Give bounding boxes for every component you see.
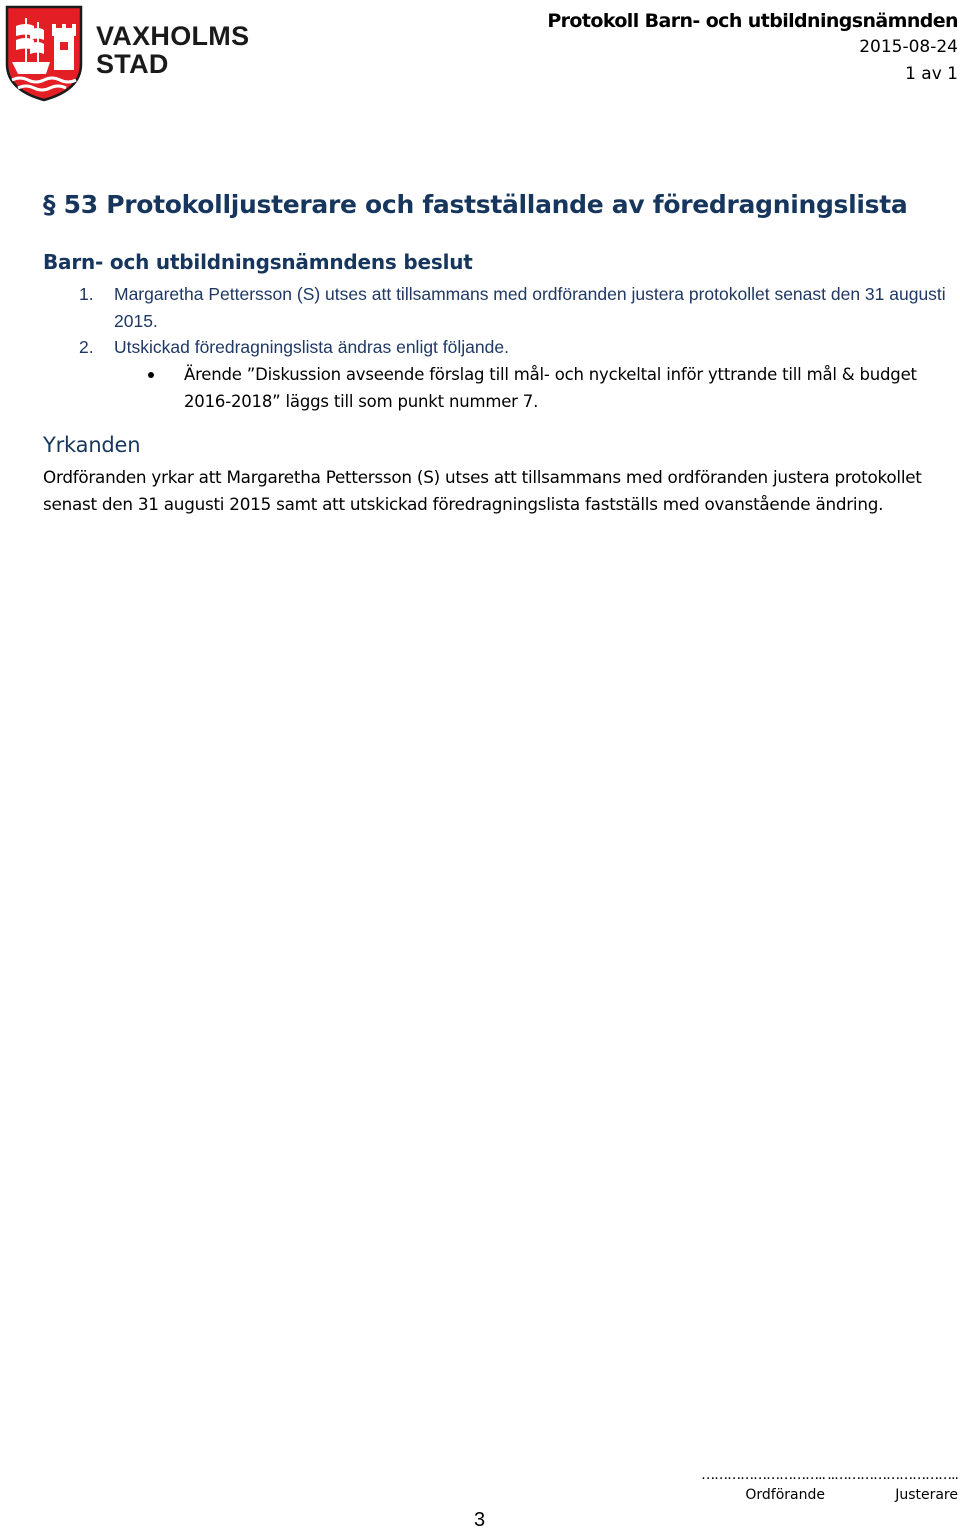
list-item-number: 2.: [79, 337, 94, 357]
list-item-text: Utskickad föredragningslista ändras enligt följande.: [114, 337, 509, 357]
yrkanden-heading: Yrkanden: [43, 433, 141, 457]
vaxholm-logo: [4, 4, 254, 102]
list-item-number: 1.: [79, 284, 94, 304]
logo-wordmark: [96, 22, 249, 78]
signature-label: Justerare: [895, 1487, 958, 1503]
header-title: Protokoll Barn- och utbildningsnämnden: [547, 10, 958, 32]
decision-heading: Barn- och utbildningsnämndens beslut: [43, 250, 473, 274]
section-title: § 53 Protokolljusterare och fastställande av föredragningslista: [43, 190, 908, 219]
bullet-text: Ärende ”Diskussion avseende förslag till mål- och nyckeltal inför yttrande till mål & budget 2016-2018” läggs till som punkt nummer 7.: [184, 364, 917, 411]
logo-line-2: STAD: [96, 49, 169, 79]
bullet-icon: [148, 372, 154, 378]
list-item-text: Margaretha Pettersson (S) utses att tillsammans med ordföranden justera protokollet senast den 31 augusti 2015.: [114, 284, 946, 331]
signature-justerare: [827, 1466, 958, 1505]
logo-line-1: VAXHOLMS: [96, 21, 250, 51]
list-item: [43, 334, 958, 361]
signature-line: ..………………………..: [827, 1467, 958, 1483]
bullet-item: [43, 361, 958, 415]
list-item: [43, 281, 958, 334]
signature-label: Ordförande: [745, 1487, 825, 1503]
coat-of-arms-icon: [4, 4, 84, 102]
header-date: 2015-08-24: [859, 37, 958, 57]
yrkanden-paragraph: Ordföranden yrkar att Margaretha Pettersson (S) utses att tillsammans med ordföranden justera protokollet senast den 31 augusti 2015 samt att utskickad föredragningslista fastställs med ovanstående ändring.: [43, 467, 922, 514]
page-number: 3: [474, 1509, 486, 1531]
decision-list: [43, 281, 958, 415]
header-page-count: 1 av 1: [905, 64, 958, 84]
signature-line: ………………………..: [701, 1467, 825, 1483]
document-header: [547, 8, 958, 88]
signature-ordforande: [701, 1466, 825, 1505]
